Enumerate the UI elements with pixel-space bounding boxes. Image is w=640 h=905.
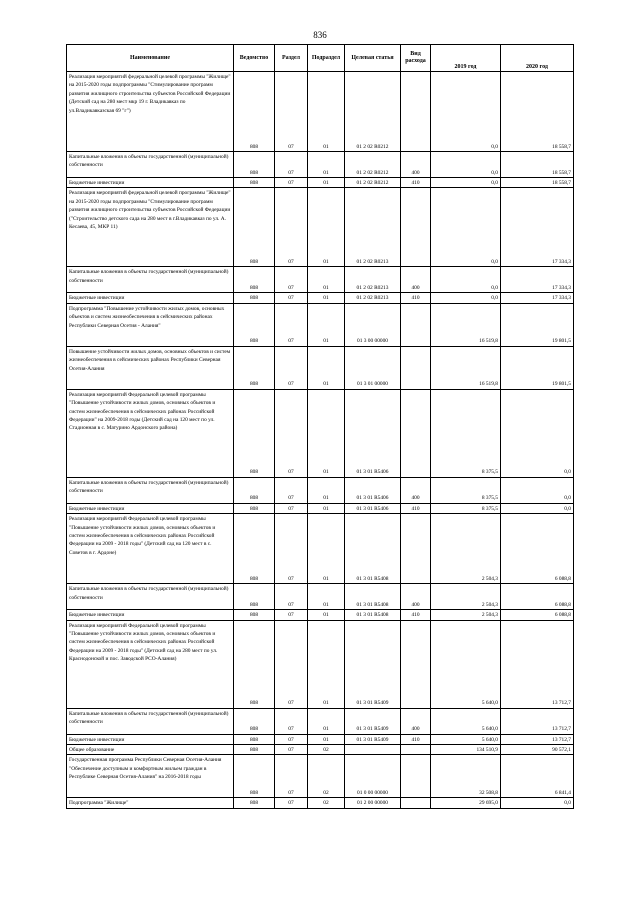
cell-vid: 410	[401, 610, 431, 620]
table-row	[67, 72, 574, 152]
cell-name: Реализация мероприятий федеральной целевой программы "Жилище" на 2015-2020 годы подпрограммы "Стимулирование программ развития жилищного строительства субъектов Российской Федерации ("Строительство детского сада на 280 мест в г.Владикавказ по ул. А. Кесаева, 45, МКР 11)	[67, 188, 234, 267]
cell-podrazdel: 01	[308, 178, 345, 188]
cell-cst: 01 3 01 R5408	[345, 584, 401, 610]
cell-ved: 808	[234, 346, 275, 389]
cell-ved: 808	[234, 745, 275, 755]
cell-podrazdel: 02	[308, 745, 345, 755]
cell-vid: 400	[401, 477, 431, 503]
cell-cst: 01 3 01 R5406	[345, 389, 401, 477]
budget-table	[66, 44, 574, 809]
cell-2019: 29 695,0	[431, 798, 501, 808]
cell-name: Бюджетные инвестиции	[67, 293, 234, 303]
cell-name: Бюджетные инвестиции	[67, 503, 234, 513]
cell-razdel: 07	[275, 72, 308, 152]
cell-cst: 01 2 02 R0212	[345, 178, 401, 188]
cell-ved: 808	[234, 734, 275, 744]
cell-2020: 18 558,7	[501, 152, 574, 178]
cell-2020: 19 801,5	[501, 303, 574, 346]
cell-vid: 400	[401, 152, 431, 178]
cell-razdel: 07	[275, 477, 308, 503]
cell-name: Капитальные вложения в объекты государственной (муниципальной) собственности	[67, 708, 234, 734]
header-name: Наименование	[67, 45, 234, 72]
cell-2020: 0,0	[501, 798, 574, 808]
cell-ved: 808	[234, 610, 275, 620]
cell-podrazdel: 01	[308, 708, 345, 734]
cell-2019: 0,0	[431, 72, 501, 152]
cell-ved: 808	[234, 503, 275, 513]
cell-name: Реализация мероприятий Федеральной целевой программы "Повышение устойчивости жилых домов, основных объектов и систем жизнеобеспечения в сейсмических районах Российской Федерации" на 2009-2018 годы (Детский сад на 120 мест по ул. Стадионная в с. Матурино Ардонского района)	[67, 389, 234, 477]
cell-vid: 400	[401, 584, 431, 610]
page-number: 836	[313, 30, 327, 40]
table-row	[67, 610, 574, 620]
cell-2019: 8 375,5	[431, 477, 501, 503]
cell-2020: 18 558,7	[501, 178, 574, 188]
cell-2019: 0,0	[431, 178, 501, 188]
cell-vid	[401, 514, 431, 584]
cell-vid: 410	[401, 178, 431, 188]
cell-podrazdel: 01	[308, 503, 345, 513]
cell-name: Бюджетные инвестиции	[67, 734, 234, 744]
cell-vid: 400	[401, 267, 431, 293]
cell-2019: 5 640,0	[431, 620, 501, 708]
cell-podrazdel: 01	[308, 188, 345, 267]
cell-razdel: 07	[275, 188, 308, 267]
cell-ved: 808	[234, 477, 275, 503]
cell-razdel: 07	[275, 514, 308, 584]
cell-2019: 16 519,8	[431, 346, 501, 389]
cell-cst: 01 3 01 R5409	[345, 734, 401, 744]
cell-name: Капитальные вложения в объекты государственной (муниципальной) собственности	[67, 152, 234, 178]
cell-2020: 6 841,4	[501, 755, 574, 798]
cell-cst: 01 3 00 00000	[345, 303, 401, 346]
cell-ved: 808	[234, 188, 275, 267]
cell-razdel: 07	[275, 303, 308, 346]
header-2020: 2020 год	[501, 45, 574, 72]
cell-name: Капитальные вложения в объекты государственной (муниципальной) собственности	[67, 584, 234, 610]
table-row	[67, 514, 574, 584]
cell-cst: 01 3 01 00000	[345, 346, 401, 389]
cell-podrazdel: 01	[308, 293, 345, 303]
cell-2020: 6 088,8	[501, 610, 574, 620]
cell-2020: 0,0	[501, 503, 574, 513]
cell-razdel: 07	[275, 346, 308, 389]
cell-name: Подпрограмма "Жилище"	[67, 798, 234, 808]
header-podrazdel: Подраздел	[308, 45, 345, 72]
cell-ved: 808	[234, 72, 275, 152]
cell-name: Бюджетные инвестиции	[67, 178, 234, 188]
cell-podrazdel: 01	[308, 346, 345, 389]
cell-vid	[401, 303, 431, 346]
cell-podrazdel: 01	[308, 389, 345, 477]
table-row	[67, 267, 574, 293]
cell-2019: 32 508,8	[431, 755, 501, 798]
table-body	[67, 72, 574, 809]
cell-podrazdel: 01	[308, 584, 345, 610]
cell-2019: 0,0	[431, 267, 501, 293]
table-row	[67, 734, 574, 744]
table-row	[67, 303, 574, 346]
cell-vid	[401, 620, 431, 708]
header-razdel: Раздел	[275, 45, 308, 72]
table-row	[67, 477, 574, 503]
cell-name: Реализация мероприятий Федеральной целевой программы "Повышение устойчивости жилых домов, основных объектов и систем жизнеобеспечения в сейсмических районах Российской Федерации на 2009 - 2018 годы" (Детский сад на 280 мест по ул. Краснодонской и пос. Заводской РСО-Алания)	[67, 620, 234, 708]
cell-vid	[401, 188, 431, 267]
cell-podrazdel: 01	[308, 267, 345, 293]
cell-podrazdel: 01	[308, 610, 345, 620]
cell-cst: 01 2 02 R0213	[345, 293, 401, 303]
cell-2019: 2 504,3	[431, 514, 501, 584]
cell-ved: 808	[234, 708, 275, 734]
cell-2020: 19 801,5	[501, 346, 574, 389]
cell-vid	[401, 798, 431, 808]
cell-razdel: 07	[275, 293, 308, 303]
cell-vid	[401, 755, 431, 798]
cell-ved: 808	[234, 620, 275, 708]
cell-2019: 5 640,0	[431, 708, 501, 734]
cell-name: Повышение устойчивости жилых домов, основных объектов и систем жизнеобеспечения в сейсмических районах Республики Северная Осетия-Алания	[67, 346, 234, 389]
cell-ved: 808	[234, 152, 275, 178]
table-row	[67, 503, 574, 513]
cell-cst: 01 3 01 R5409	[345, 620, 401, 708]
cell-2020: 0,0	[501, 477, 574, 503]
cell-ved: 808	[234, 303, 275, 346]
cell-2019: 2 504,3	[431, 610, 501, 620]
header-cst: Целевая статья	[345, 45, 401, 72]
cell-2020: 17 334,3	[501, 188, 574, 267]
cell-ved: 808	[234, 178, 275, 188]
cell-podrazdel: 01	[308, 734, 345, 744]
table-row	[67, 708, 574, 734]
cell-razdel: 07	[275, 620, 308, 708]
cell-razdel: 07	[275, 267, 308, 293]
cell-podrazdel: 01	[308, 477, 345, 503]
cell-2019: 8 375,5	[431, 503, 501, 513]
cell-2019: 0,0	[431, 152, 501, 178]
cell-name: Государственная программа Республики Северная Осетия-Алания "Обеспечение доступным и комфортным жильем граждан в Республике Северная Осетия-Алания" на 2016-2018 годы	[67, 755, 234, 798]
cell-vid	[401, 72, 431, 152]
header-vid: Вид расхода	[401, 45, 431, 72]
cell-name: Реализация мероприятий Федеральной целевой программы "Повышение устойчивости жилых домов, основных объектов и систем жизнеобеспечения в сейсмических районах Российской Федерации на 2009 - 2018 годы" (Детский сад на 120 мест в с. Советов в г. Ардоне)	[67, 514, 234, 584]
table-row	[67, 755, 574, 798]
cell-cst: 01 2 02 R0212	[345, 72, 401, 152]
cell-cst: 01 3 01 R5408	[345, 610, 401, 620]
cell-ved: 808	[234, 584, 275, 610]
cell-2020: 6 088,8	[501, 584, 574, 610]
cell-2019: 0,0	[431, 293, 501, 303]
table-row	[67, 293, 574, 303]
cell-cst	[345, 745, 401, 755]
cell-cst: 01 0 00 00000	[345, 755, 401, 798]
cell-podrazdel: 02	[308, 798, 345, 808]
table-row	[67, 389, 574, 477]
cell-cst: 01 3 01 R5406	[345, 477, 401, 503]
cell-name: Общее образование	[67, 745, 234, 755]
table-row	[67, 584, 574, 610]
cell-razdel: 07	[275, 152, 308, 178]
cell-ved: 808	[234, 514, 275, 584]
cell-ved: 808	[234, 267, 275, 293]
cell-vid: 410	[401, 734, 431, 744]
cell-ved: 808	[234, 755, 275, 798]
header-2019: 2019 год	[431, 45, 501, 72]
cell-cst: 01 3 01 R5408	[345, 514, 401, 584]
cell-vid	[401, 389, 431, 477]
table-row	[67, 152, 574, 178]
cell-podrazdel: 01	[308, 72, 345, 152]
cell-2019: 16 519,8	[431, 303, 501, 346]
header-ved: Ведомство	[234, 45, 275, 72]
cell-razdel: 07	[275, 734, 308, 744]
cell-ved: 808	[234, 798, 275, 808]
cell-cst: 01 2 00 00000	[345, 798, 401, 808]
cell-cst: 01 3 01 R5409	[345, 708, 401, 734]
cell-razdel: 07	[275, 178, 308, 188]
cell-razdel: 07	[275, 745, 308, 755]
cell-2019: 5 640,0	[431, 734, 501, 744]
cell-podrazdel: 01	[308, 620, 345, 708]
cell-cst: 01 2 02 R0213	[345, 188, 401, 267]
cell-vid	[401, 745, 431, 755]
table-header-row	[67, 45, 574, 72]
cell-name: Подпрограмма "Повышение устойчивости жилых домов, основных объектов и систем жизнеобеспечения в сейсмических районах Республики Северная Осетия - Алания"	[67, 303, 234, 346]
cell-podrazdel: 01	[308, 152, 345, 178]
table-row	[67, 745, 574, 755]
cell-2020: 13 712,7	[501, 708, 574, 734]
cell-2019: 134 510,9	[431, 745, 501, 755]
table-row	[67, 346, 574, 389]
cell-2019: 0,0	[431, 188, 501, 267]
cell-name: Бюджетные инвестиции	[67, 610, 234, 620]
cell-vid	[401, 346, 431, 389]
cell-vid: 410	[401, 503, 431, 513]
table-row	[67, 188, 574, 267]
cell-razdel: 07	[275, 584, 308, 610]
table-row	[67, 798, 574, 808]
cell-2019: 2 504,3	[431, 584, 501, 610]
cell-2020: 18 558,7	[501, 72, 574, 152]
cell-podrazdel: 01	[308, 303, 345, 346]
cell-2020: 13 712,7	[501, 620, 574, 708]
cell-2019: 8 375,5	[431, 389, 501, 477]
cell-cst: 01 3 01 R5406	[345, 503, 401, 513]
cell-2020: 17 334,3	[501, 267, 574, 293]
cell-razdel: 07	[275, 798, 308, 808]
cell-vid: 400	[401, 708, 431, 734]
table-row	[67, 178, 574, 188]
cell-podrazdel: 01	[308, 514, 345, 584]
cell-cst: 01 2 02 R0212	[345, 152, 401, 178]
cell-name: Капитальные вложения в объекты государственной (муниципальной) собственности	[67, 267, 234, 293]
cell-2020: 17 334,3	[501, 293, 574, 303]
cell-razdel: 07	[275, 389, 308, 477]
cell-razdel: 07	[275, 708, 308, 734]
table-row	[67, 620, 574, 708]
cell-ved: 808	[234, 389, 275, 477]
cell-name: Реализация мероприятий федеральной целевой программы "Жилище" на 2015-2020 годы подпрограммы "Стимулирование программ развития жилищного строительства субъектов Российской Федерации (Детский сад на 280 мест мкр 19 г. Владикавказ по ул.Владикавказская 69 "г")	[67, 72, 234, 152]
cell-2020: 13 712,7	[501, 734, 574, 744]
cell-name: Капитальные вложения в объекты государственной (муниципальной) собственности	[67, 477, 234, 503]
cell-podrazdel: 02	[308, 755, 345, 798]
cell-ved: 808	[234, 293, 275, 303]
cell-razdel: 07	[275, 755, 308, 798]
cell-2020: 90 572,1	[501, 745, 574, 755]
cell-2020: 0,0	[501, 389, 574, 477]
cell-vid: 410	[401, 293, 431, 303]
cell-razdel: 07	[275, 610, 308, 620]
cell-razdel: 07	[275, 503, 308, 513]
cell-cst: 01 2 02 R0213	[345, 267, 401, 293]
cell-2020: 6 088,8	[501, 514, 574, 584]
